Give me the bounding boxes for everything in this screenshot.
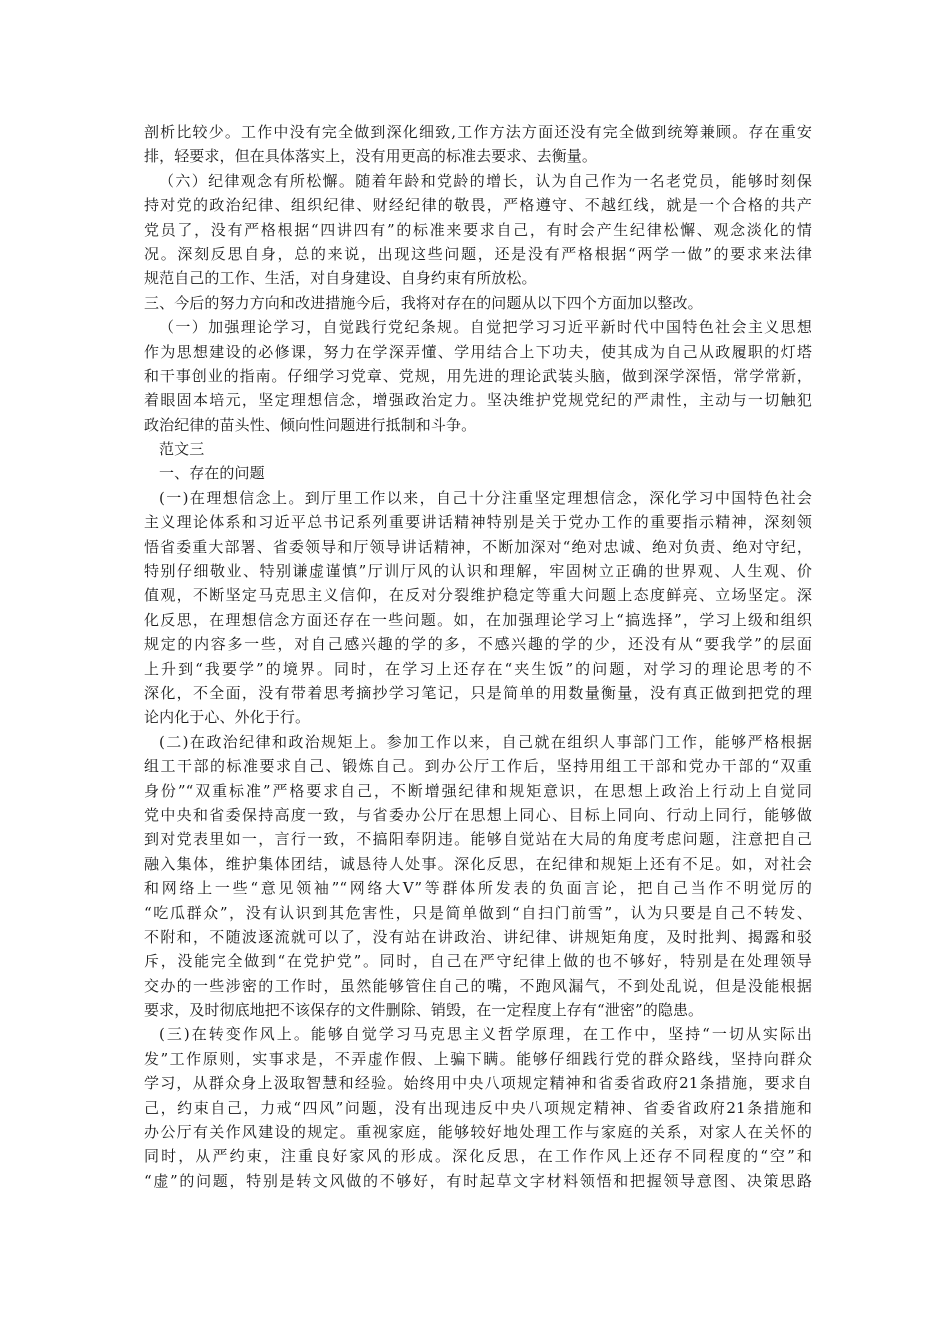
text-line: 要求，及时彻底地把不该保存的文件删除、销毁，在一定程度上存有“泄密”的隐患。 bbox=[144, 1001, 704, 1020]
text-line: 化反思，在理想信念方面还存在一些问题。如，在加强理论学习上“搞选择”，学习上级和组织 bbox=[144, 610, 812, 629]
text-line: (三)在转变作风上。能够自觉学习马克思主义哲学原理，在工作中，坚持“一切从实际出 bbox=[159, 1025, 812, 1044]
text-line: 交办的一些涉密的工作时，虽然能够管住自己的嘴，不跑风漏气，不到处乱说，但是没能根据 bbox=[144, 976, 812, 995]
text-line: 同时，从严约束，注重良好家风的形成。深化反思，在工作作风上还存不同程度的“空”和 bbox=[144, 1147, 812, 1166]
text-line: (一)在理想信念上。到厅里工作以来，自己十分注重坚定理想信念，深化学习中国特色社会 bbox=[159, 488, 812, 507]
text-line: 不附和，不随波逐流就可以了，没有站在讲政治、讲纪律、讲规矩角度，及时批判、揭露和驳 bbox=[144, 927, 812, 946]
text-line: 悟省委重大部署、省委领导和厅领导讲话精神，不断加深对“绝对忠诚、绝对负责、绝对守纪， bbox=[144, 537, 812, 556]
document-body bbox=[144, 120, 812, 1193]
text-line: 一、存在的问题 bbox=[159, 464, 265, 483]
text-line: 排，轻要求，但在具体落实上，没有用更高的标准去要求、去衡量。 bbox=[144, 147, 598, 166]
text-line: 规定的内容多一些，对自己感兴趣的学的多，不感兴趣的学的少，还没有从“要我学”的层面 bbox=[144, 635, 812, 654]
text-line: 深化，不全面，没有带着思考摘抄学习笔记，只是简单的用数量衡量，没有真正做到把党的理 bbox=[144, 683, 812, 702]
text-line: （六）纪律观念有所松懈。随着年龄和党龄的增长，认为自己作为一名老党员，能够时刻保 bbox=[159, 171, 812, 190]
text-line: 组工干部的标准要求自己、锻炼自己。到办公厅工作后，坚持用组工干部和党办干部的“双重 bbox=[144, 757, 812, 776]
text-line: 办公厅有关作风建设的规定。重视家庭，能够较好地处理工作与家庭的关系，对家人在关怀的 bbox=[144, 1123, 812, 1142]
text-line: “虚”的问题，特别是转文风做的不够好，有时起草文字材料领悟和把握领导意图、决策思路 bbox=[144, 1171, 812, 1190]
text-line: 融入集体，维护集体团结，诚恳待人处事。深化反思，在纪律和规矩上还有不足。如，对社会 bbox=[144, 854, 812, 873]
text-line: 特别仔细敬业、特别谦虚谨慎”厅训厅风的认识和理解，牢固树立正确的世界观、人生观、价 bbox=[144, 562, 812, 581]
text-line: 作为思想建设的必修课，努力在学深弄懂、学用结合上下功夫，使其成为自己从政履职的灯塔 bbox=[144, 342, 812, 361]
text-line: 剖析比较少。工作中没有完全做到深化细致,工作方法方面还没有完全做到统筹兼顾。存在重安 bbox=[144, 123, 812, 141]
text-line: “吃瓜群众”，没有认识到其危害性，只是简单做到“自扫门前雪”，认为只要是自己不转发、 bbox=[144, 903, 812, 922]
text-line: 和干事创业的指南。仔细学习党章、党规，用先进的理论武装头脑，做到深学深悟，常学常新， bbox=[144, 366, 812, 385]
text-line: 党中央和省委保持高度一致，与省委办公厅在思想上同心、目标上同向、行动上同行，能够做 bbox=[144, 805, 812, 824]
text-line: 政治纪律的苗头性、倾向性问题进行抵制和斗争。 bbox=[144, 415, 477, 434]
text-line: 党员了，没有严格根据“四讲四有”的标准来要求自己，有时会产生纪律松懈、观念淡化的情 bbox=[144, 220, 812, 239]
text-line: 学习，从群众身上汲取智慧和经验。始终用中央八项规定精神和省委省政府21条措施，要求自 bbox=[144, 1074, 812, 1093]
text-line: 主义理论体系和习近平总书记系列重要讲话精神特别是关于党办工作的重要指示精神，深刻领 bbox=[144, 513, 812, 532]
text-line: 上升到“我要学”的境界。同时，在学习上还存在“夹生饭”的问题，对学习的理论思考的不 bbox=[144, 659, 812, 678]
text-line: 己，约束自己，力戒“四风”问题，没有出现违反中央八项规定精神、省委省政府21条措施和 bbox=[144, 1098, 812, 1117]
text-line: 况。深刻反思自身，总的来说，出现这些问题，还是没有严格根据“两学一做”的要求来法律 bbox=[144, 244, 812, 263]
text-line: 发”工作原则，实事求是，不弄虚作假、上骗下瞒。能够仔细践行党的群众路线，坚持向群众 bbox=[144, 1049, 812, 1068]
text-line: 持对党的政治纪律、组织纪律、财经纪律的敬畏，严格遵守、不越红线，就是一个合格的共产 bbox=[144, 196, 812, 215]
text-line: 着眼固本培元，坚定理想信念，增强政治定力。坚决维护党规党纪的严肃性，主动与一切触犯 bbox=[144, 391, 812, 410]
text-line: 身份”“双重标准”严格要求自己，不断增强纪律和规矩意识，在思想上政治上行动上自觉同 bbox=[144, 781, 812, 800]
text-line: (二)在政治纪律和政治规矩上。参加工作以来，自己就在组织人事部门工作，能够严格根据 bbox=[159, 732, 812, 751]
text-line: 三、今后的努力方向和改进措施今后，我将对存在的问题从以下四个方面加以整改。 bbox=[144, 293, 703, 312]
text-line: （一）加强理论学习，自觉践行党纪条规。自觉把学习习近平新时代中国特色社会主义思想 bbox=[159, 318, 812, 337]
text-line: 范文三 bbox=[159, 440, 205, 459]
text-line: 规范自己的工作、生活，对自身建设、自身约束有所放松。 bbox=[144, 269, 537, 288]
text-line: 到对党表里如一，言行一致，不搞阳奉阴违。能够自觉站在大局的角度考虑问题，注意把自己 bbox=[144, 830, 812, 849]
text-line: 和网络上一些“意见领袖”“网络大V”等群体所发表的负面言论，把自己当作不明觉厉的 bbox=[144, 879, 812, 898]
text-line: 论内化于心、外化于行。 bbox=[144, 708, 311, 727]
text-line: 值观，不断坚定马克思主义信仰，在反对分裂维护稳定等重大问题上态度鲜亮、立场坚定。深 bbox=[144, 586, 812, 605]
text-line: 斥，没能完全做到“在党护党”。同时，自己在严守纪律上做的也不够好，特别是在处理领导 bbox=[144, 952, 812, 971]
